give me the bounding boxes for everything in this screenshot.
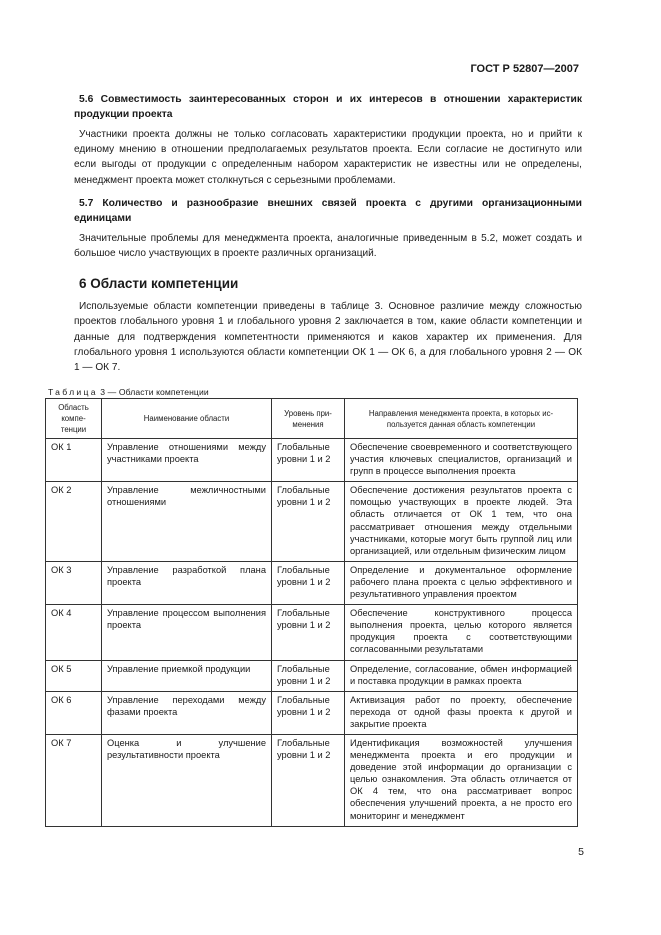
cell-desc: Обеспечение достижения результатов проекта с помощью участвующих в проекте людей. Эта область отличается от ОК 1 тем, что она рассматривает отношения между отдельными участниками, которые могут быть группой лиц или организацией, или отдельным физическим лицом [345,482,578,562]
cell-name: Управление межличностными отношениями [102,482,272,562]
section-6-heading: 6 Области компетенции [79,276,239,292]
header-area: Область компе-тенции [46,399,102,439]
cell-level: Глобальные уровни 1 и 2 [272,561,345,604]
section-5-7-heading: 5.7 Количество и разнообразие внешних связей проекта с другими организационными единицами [74,197,582,224]
page-number: 5 [578,846,584,858]
cell-desc: Активизация работ по проекту, обеспечение перехода от одной фазы проекта к другой и закрытие проекта [345,691,578,734]
header-level: Уровень при-менения [272,399,345,439]
document-code: ГОСТ Р 52807—2007 [470,63,579,75]
cell-name: Управление приемкой продукции [102,660,272,691]
section-5-6-heading: 5.6 Совместимость заинтересованных сторон и их интересов в отношении характеристик продукции проекта [74,94,582,120]
cell-desc: Определение и документальное оформление рабочего плана проекта с целью эффективного и результативного управления проектом [345,561,578,604]
cell-code: ОК 6 [46,691,102,734]
body-text [48,92,582,403]
cell-name: Оценка и улучшение результативности проекта [102,734,272,826]
table-row [46,691,578,734]
cell-name: Управление разработкой плана проекта [102,561,272,604]
section-5-7-paragraph: Значительные проблемы для менеджмента проекта, аналогичные приведенным в 5.2, может создать и большое число участвующих в проекте различных организаций. [74,232,582,260]
cell-level: Глобальные уровни 1 и 2 [272,660,345,691]
table-row [46,605,578,660]
competence-table [45,398,578,827]
cell-code: ОК 2 [46,482,102,562]
cell-level: Глобальные уровни 1 и 2 [272,734,345,826]
table-row [46,660,578,691]
cell-desc: Определение, согласование, обмен информацией и поставка продукции в рамках проекта [345,660,578,691]
section-5-6-paragraph: Участники проекта должны не только согласовать характеристики продукции проекта, но и прийти к единому мнению в отношении предполагаемых результатов проекта. Если согласие не достигнуто или если выгоды от продукции с определенным набором характеристик не известны или не определены, менеджмент проекта может столкнуться с серьезными проблемами. [74,129,582,186]
table-row [46,734,578,826]
cell-desc: Обеспечение конструктивного процесса выполнения проекта, целью которого является продукция проекта с соответствующими согласованными результатами [345,605,578,660]
cell-level: Глобальные уровни 1 и 2 [272,482,345,562]
cell-code: ОК 7 [46,734,102,826]
cell-code: ОК 1 [46,439,102,482]
table-caption [48,387,582,397]
cell-name: Управление переходами между фазами проекта [102,691,272,734]
cell-code: ОК 5 [46,660,102,691]
cell-code: ОК 4 [46,605,102,660]
cell-code: ОК 3 [46,561,102,604]
cell-desc: Обеспечение своевременного и соответствующего участия ключевых специалистов, организаций и групп в процессе выполнения проекта [345,439,578,482]
table-row [46,561,578,604]
table-header-row [46,399,578,439]
table-row [46,482,578,562]
table-caption-text: 3 — Области компетенции [100,387,209,398]
cell-level: Глобальные уровни 1 и 2 [272,691,345,734]
table-row [46,439,578,482]
cell-level: Глобальные уровни 1 и 2 [272,439,345,482]
header-directions: Направления менеджмента проекта, в которых ис-пользуется данная область компетенции [345,399,578,439]
cell-name: Управление отношениями между участниками проекта [102,439,272,482]
table-caption-word: Таблица [48,387,98,398]
cell-level: Глобальные уровни 1 и 2 [272,605,345,660]
section-6-paragraph: Используемые области компетенции приведены в таблице 3. Основное различие между сложностью проектов глобального уровня 1 и глобального уровня 2 заключается в том, какие области компетенции и данные для подтверждения компетентности применяются и каков характер их применения. Для глобального уровня 1 используются области компетенции ОК 1 — ОК 6, а для глобального уровня 2 — ОК 1 — ОК 7. [74,301,582,374]
cell-desc: Идентификация возможностей улучшения менеджмента проекта и его продукции и доведение этой информации до организации с целью ознакомления. Эта область отличается от ОК 4 тем, что она рассматривает вопрос обеспечения улучшений проекта, а не просто его мониторинг и менеджмент [345,734,578,826]
header-name: Наименование области [102,399,272,439]
cell-name: Управление процессом выполнения проекта [102,605,272,660]
